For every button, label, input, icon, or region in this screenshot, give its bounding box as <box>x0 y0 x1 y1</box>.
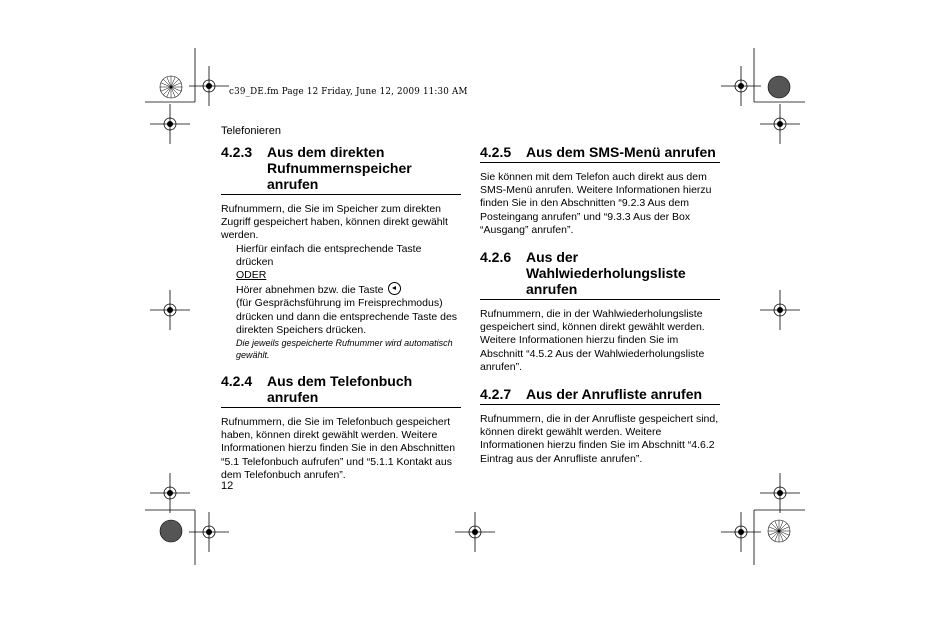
section-heading <box>480 144 720 163</box>
right-column <box>480 144 720 466</box>
section-title: Aus dem SMS-Menü anrufen <box>526 144 716 160</box>
step-text-part: (für Gesprächsführung im Freisprechmodus) drücken und dann die entsprechende Taste des direkten Speichers drücken. <box>236 297 458 336</box>
section-heading <box>480 386 720 405</box>
section-heading <box>221 373 461 408</box>
section-title <box>267 144 461 192</box>
paragraph: Sie können mit dem Telefon auch direkt aus dem SMS-Menü anrufen. Weitere Informationen hierzu finden Sie in den Abschnitten “9.2.3 Aus dem Posteingang anrufen” und “9.3.3 Aus der Box “Ausgang” anrufen”. <box>480 171 712 236</box>
section-number: 4.2.7 <box>480 386 512 403</box>
section-title-line: Wahlwiederholungsliste <box>526 265 686 282</box>
paragraph: Rufnummern, die Sie im Speicher zum direkten Zugriff gespeichert haben, können direkt gewählt werden. <box>221 203 448 242</box>
note-text: Die jeweils gespeicherte Rufnummer wird automatisch gewählt. <box>236 338 453 360</box>
section-title-line: Aus dem direkten <box>267 144 385 160</box>
section-4-2-7 <box>480 386 720 466</box>
section-title-line: Aus der <box>526 249 579 266</box>
file-slug: c39_DE.fm Page 12 Friday, June 12, 2009 11:30 AM <box>229 86 468 97</box>
section-heading <box>221 144 461 195</box>
section-number: 4.2.5 <box>480 144 512 160</box>
page-number: 12 <box>221 480 234 492</box>
section-4-2-6 <box>480 249 720 374</box>
section-title-line: anrufen <box>526 281 578 298</box>
section-title <box>526 249 720 297</box>
section-heading <box>480 249 720 300</box>
section-title: Aus dem Telefonbuch anrufen <box>267 373 413 406</box>
oder-label: ODER <box>236 269 267 282</box>
running-head: Telefonieren <box>221 125 281 137</box>
section-4-2-3 <box>221 144 461 361</box>
section-number: 4.2.4 <box>221 373 253 390</box>
section-number: 4.2.3 <box>221 144 253 160</box>
step-text-part: Hörer abnehmen bzw. die Taste <box>236 284 384 297</box>
step-text <box>221 282 461 337</box>
section-title-line: Rufnummernspeicher anrufen <box>267 160 412 192</box>
paragraph: Rufnummern, die Sie im Telefonbuch gespeichert haben, können direkt gewählt werden. Weitere Informationen hierzu finden Sie in den Abschnitten “5.1 Telefonbuch aufrufen” und “5.1.1 Kontakt aus dem Telefonbuch anrufen”. <box>221 416 456 481</box>
paragraph: Rufnummern, die in der Wahlwiederholungsliste gespeichert sind, können direkt gewählt werden. Weitere Informationen hierzu finden Sie im Abschnitt “4.5.2 Aus der Wahlwiederholungsliste anrufen”. <box>480 308 705 373</box>
section-number: 4.2.6 <box>480 249 512 266</box>
step-text: Hierfür einfach die entsprechende Taste drücken <box>236 242 422 268</box>
speaker-key-icon <box>388 282 401 295</box>
paragraph: Rufnummern, die in der Anrufliste gespeichert sind, können direkt gewählt werden. Weitere Informationen hierzu finden Sie im Abschnitt “4.6.2 Eintrag aus der Anrufliste anrufen”. <box>480 413 719 465</box>
section-4-2-5 <box>480 144 720 237</box>
left-column <box>221 144 461 482</box>
section-4-2-4 <box>221 373 461 482</box>
section-title: Aus der Anrufliste anrufen <box>526 386 703 403</box>
